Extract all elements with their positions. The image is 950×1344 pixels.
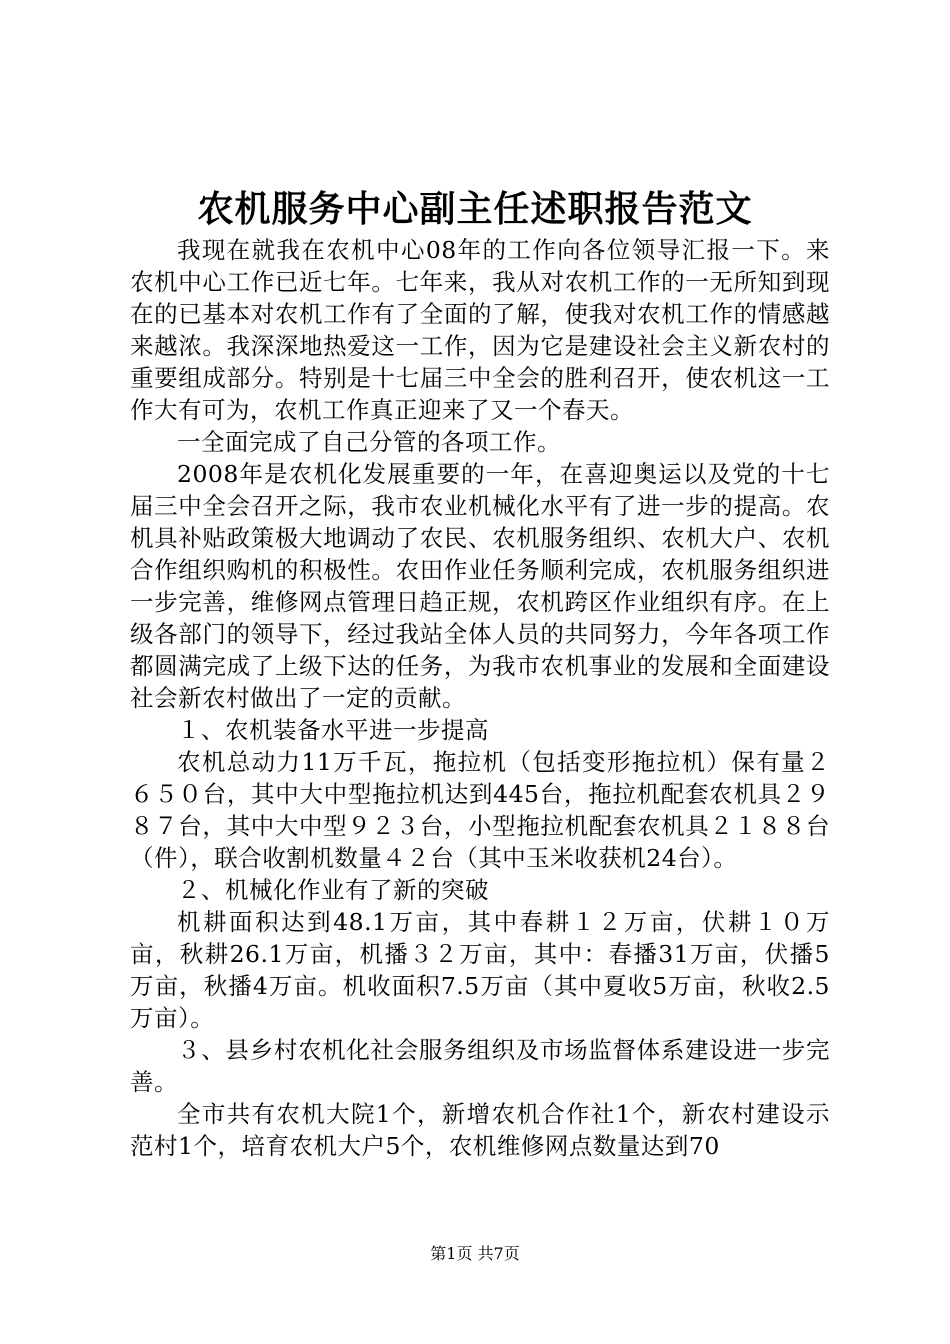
section-heading: ２、机械化作业有了新的突破 [177, 876, 489, 904]
section-heading: １、农机装备水平进一步提高 [177, 716, 489, 744]
paragraph: 一全面完成了自己分管的各项工作。 [177, 428, 561, 456]
page-number-footer: 第1页 共7页 [430, 1244, 520, 1263]
paragraph: 机耕面积达到48.1万亩，其中春耕１２万亩，伏耕１０万亩，秋耕26.1万亩，机播３２万亩，其中：春播31万亩，伏播5万亩，秋播4万亩。机收面积7.5万亩（其中夏收5万亩，秋收2.5万亩）。 [130, 908, 830, 1032]
document-body [130, 234, 830, 1162]
section-heading: ３、县乡村农机化社会服务组织及市场监督体系建设进一步完善。 [130, 1036, 830, 1096]
paragraph: 2008年是农机化发展重要的一年，在喜迎奥运以及党的十七届三中全会召开之际，我市农业机械化水平有了进一步的提高。农机具补贴政策极大地调动了农民、农机服务组织、农机大户、农机合作组织购机的积极性。农田作业任务顺利完成，农机服务组织进一步完善，维修网点管理日趋正规，农机跨区作业组织有序。在上级各部门的领导下，经过我站全体人员的共同努力，今年各项工作都圆满完成了上级下达的任务，为我市农机事业的发展和全面建设社会新农村做出了一定的贡献。 [130, 460, 830, 712]
paragraph: 我现在就我在农机中心08年的工作向各位领导汇报一下。来农机中心工作已近七年。七年来，我从对农机工作的一无所知到现在的已基本对农机工作有了全面的了解，使我对农机工作的情感越来越浓。我深深地热爱这一工作，因为它是建设社会主义新农村的重要组成部分。特别是十七届三中全会的胜利召开，使农机这一工作大有可为，农机工作真正迎来了又一个春天。 [130, 236, 830, 424]
paragraph: 全市共有农机大院1个，新增农机合作社1个，新农村建设示范村1个，培育农机大户5个，农机维修网点数量达到70 [130, 1100, 830, 1160]
document-title: 农机服务中心副主任述职报告范文 [197, 189, 753, 230]
paragraph: 农机总动力11万千瓦，拖拉机（包括变形拖拉机）保有量２６５０台，其中大中型拖拉机达到445台，拖拉机配套农机具２９８７台，其中大中型９２３台，小型拖拉机配套农机具２１８８台（件），联合收割机数量４２台（其中玉米收获机24台）。 [130, 748, 830, 872]
